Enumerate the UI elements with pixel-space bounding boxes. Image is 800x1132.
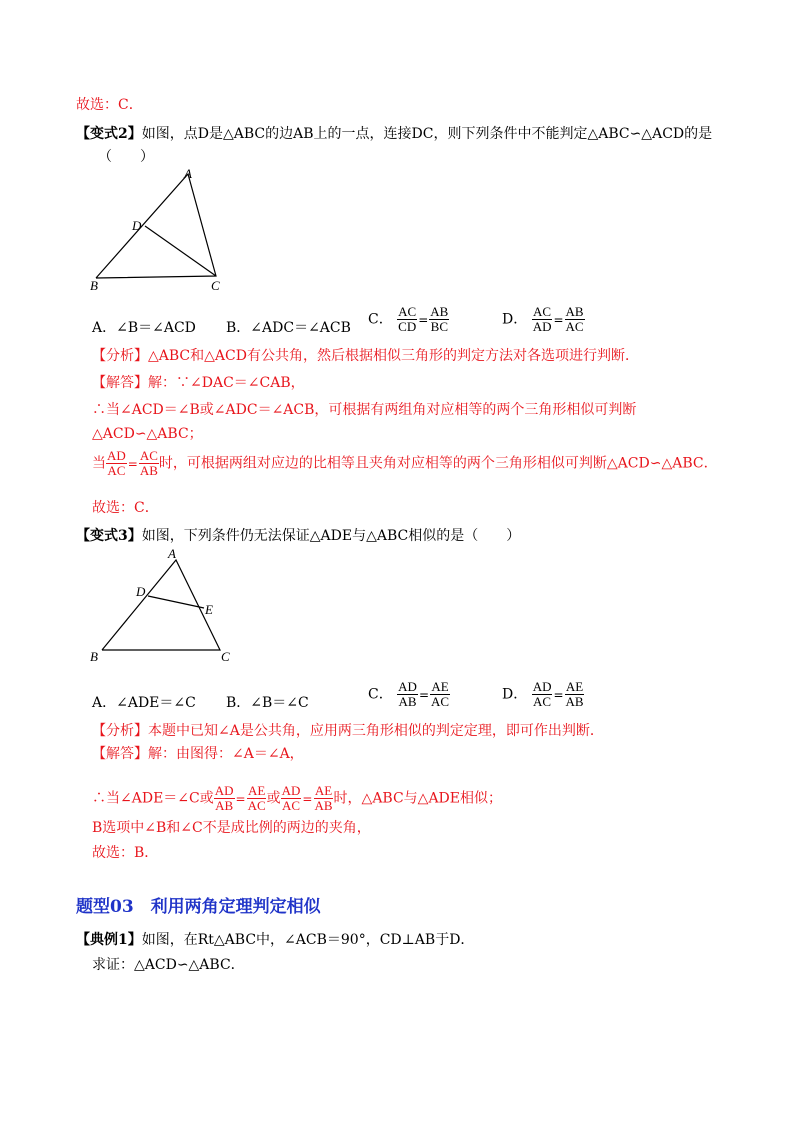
triangle-abc-outline xyxy=(102,560,220,650)
example1-question-line xyxy=(76,930,474,950)
variant3-solution-3: B选项中∠B和∠C不是成比例的两边的夹角， xyxy=(92,820,371,836)
variant2-question-line xyxy=(76,124,712,144)
variant2-tag: 【变式2】 xyxy=(76,126,142,142)
label-c: C xyxy=(221,649,230,664)
example1-question: 如图，在Rt△ABC中，∠ACB＝90°，CD⊥AB于D． xyxy=(141,932,475,948)
variant2-option-b: B．∠ADC＝∠ACB xyxy=(226,320,351,336)
variant3-triangle-figure xyxy=(84,546,244,666)
section-title: 题型03 利用两角定理判定相似 xyxy=(76,897,321,917)
label-d: D xyxy=(132,218,142,233)
label-d: D xyxy=(136,584,146,599)
variant2-triangle-figure xyxy=(80,166,240,296)
variant3-question-line xyxy=(76,526,520,546)
variant3-option-b: B．∠B＝∠C xyxy=(226,695,309,711)
answer-block1: 故选：C． xyxy=(76,97,143,113)
variant2-question: 如图，点D是△ABC的边AB上的一点，连接DC，则下列条件中不能判定△ABC∽△ACD的是 xyxy=(141,126,713,142)
variant3-option-a: A．∠ADE＝∠C xyxy=(92,695,196,711)
variant2-analysis: 【分析】△ABC和△ACD有公共角，然后根据相似三角形的判定方法对各选项进行判断． xyxy=(92,348,639,364)
variant3-solution-2: ∴当∠ADE＝∠C或 $\frac{AD}{AB}$ = $\frac{AE}{AC}$ 或 $\frac{AD}{AC}$ = $\frac{AE}{AB}$ 时，△ABC与△ADE相似； xyxy=(92,783,503,813)
example1-tag: 【典例1】 xyxy=(76,932,142,948)
label-e: E xyxy=(205,602,213,617)
label-c: C xyxy=(211,278,220,293)
variant3-option-d: D． $\frac{AD}{AC}$ = $\frac{AE}{AB}$ xyxy=(502,679,584,709)
example1-prove: 求证：△ACD∽△ABC． xyxy=(92,957,245,973)
triangle-abc-outline xyxy=(96,174,216,278)
variant2-solution-1: 【解答】解：∵∠DAC＝∠CAB， xyxy=(92,375,305,391)
variant2-option-d: D． $\frac{AC}{AD}$ = $\frac{AB}{AC}$ xyxy=(502,304,584,334)
segment-de xyxy=(148,596,204,608)
variant2-answer: 故选：C． xyxy=(92,500,159,516)
variant3-question: 如图，下列条件仍无法保证△ADE与△ABC相似的是（ ） xyxy=(141,528,521,544)
variant2-paren: （ ） xyxy=(98,149,154,165)
variant3-tag: 【变式3】 xyxy=(76,528,142,544)
variant2-option-a: A．∠B＝∠ACD xyxy=(92,320,196,336)
variant2-solution-2: ∴当∠ACD＝∠B或∠ADC＝∠ACB，可根据有两组角对应相等的两个三角形相似可判断 xyxy=(92,402,637,418)
segment-dc xyxy=(145,226,216,276)
variant3-analysis: 【分析】本题中已知∠A是公共角，应用两三角形相似的判定定理，即可作出判断． xyxy=(92,723,604,739)
label-b: B xyxy=(90,649,98,664)
label-a: A xyxy=(168,546,176,561)
variant3-answer: 故选：B． xyxy=(92,845,159,861)
label-a: A xyxy=(184,166,192,181)
variant2-solution-4: 当 $\frac{AD}{AC}$ = $\frac{AC}{AB}$ 时，可根据两组对应边的比相等且夹角对应相等的两个三角形相似可判断△ACD∽△ABC． xyxy=(92,448,718,478)
label-b: B xyxy=(90,278,98,293)
variant2-option-c: C． $\frac{AC}{CD}$ = $\frac{AB}{BC}$ xyxy=(368,304,449,334)
variant3-solution-1: 【解答】解：由图得：∠A＝∠A， xyxy=(92,746,304,762)
variant2-solution-3: △ACD∽△ABC； xyxy=(92,426,203,442)
variant3-option-c: C． $\frac{AD}{AB}$ = $\frac{AE}{AC}$ xyxy=(368,679,450,709)
